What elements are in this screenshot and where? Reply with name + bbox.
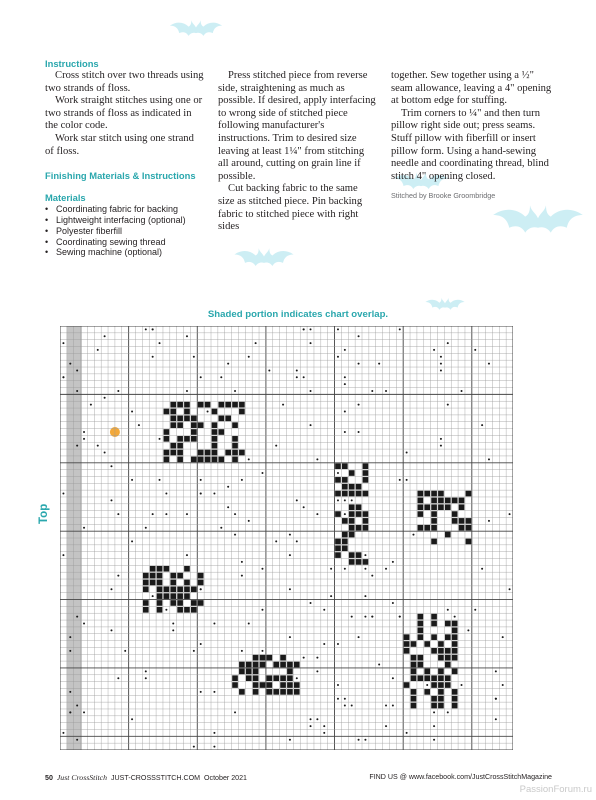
list-item: • Polyester fiberfill <box>45 226 205 237</box>
finishing-paragraph: Press stitched piece from reverse side, straightening as much as possible. If desired, apply interfacing to wrong side of stitched piece following manufacturer's instructions. Trim to desired size leaving at least 1¼" from stitching all around, cutting on grain line if possible. <box>218 70 376 182</box>
footer-left <box>45 773 247 782</box>
bat-icon <box>232 246 296 284</box>
page-number: 50 <box>45 774 53 782</box>
finishing-paragraph: Trim corners to ¼" and then turn pillow right side out; press seams. Stuff pillow with fiberfill or insert pillow form. Using a hand-sewing needle and coordinating thread, blind stitch 4" opening closed. <box>391 107 549 182</box>
materials-list <box>45 204 205 258</box>
list-item: • Lightweight interfacing (optional) <box>45 215 205 226</box>
finishing-paragraph: Cut backing fabric to the same size as stitched piece. Pin backing fabric to stitched piece with right sides <box>218 183 363 233</box>
finishing-paragraph: together. Sew together using a ½" seam allowance, leaving a 4" opening at bottom edge for stuffing. <box>391 70 552 107</box>
list-item: • Coordinating fabric for backing <box>45 204 205 215</box>
issue-date: October 2021 <box>204 774 248 782</box>
column-finishing-continued <box>391 70 553 203</box>
website: JUST-CROSSSTITCH.COM <box>110 774 201 782</box>
chart-top-label: Top <box>38 503 50 524</box>
magazine-name: Just CrossStitch <box>56 773 108 782</box>
instructions-heading: Instructions <box>45 58 99 69</box>
list-item: • Coordinating sewing thread <box>45 237 205 248</box>
column-finishing-steps <box>218 70 376 234</box>
materials-heading: Materials <box>45 192 86 204</box>
stitched-by-credit: Stitched by Brooke Groombridge <box>391 191 496 201</box>
instructions-paragraph: Work straight stitches using one or two strands of floss as indicated in the color code. <box>45 95 203 132</box>
instructions-paragraph: Work star stitch using one strand of floss. <box>45 132 194 157</box>
chart-caption: Shaded portion indicates chart overlap. <box>207 309 389 320</box>
instructions-paragraph: Cross stitch over two threads using two strands of floss. <box>45 70 204 94</box>
cross-stitch-chart <box>60 326 513 750</box>
column-instructions <box>45 58 205 258</box>
list-item: • Sewing machine (optional) <box>45 247 205 258</box>
footer-find-us: FIND US @ www.facebook.com/JustCrossStitchMagazine <box>369 773 552 781</box>
finishing-heading: Finishing Materials & Instructions <box>45 170 196 182</box>
bat-icon <box>168 18 224 52</box>
bat-icon <box>490 196 586 266</box>
watermark: PassionForum.ru <box>519 784 592 795</box>
